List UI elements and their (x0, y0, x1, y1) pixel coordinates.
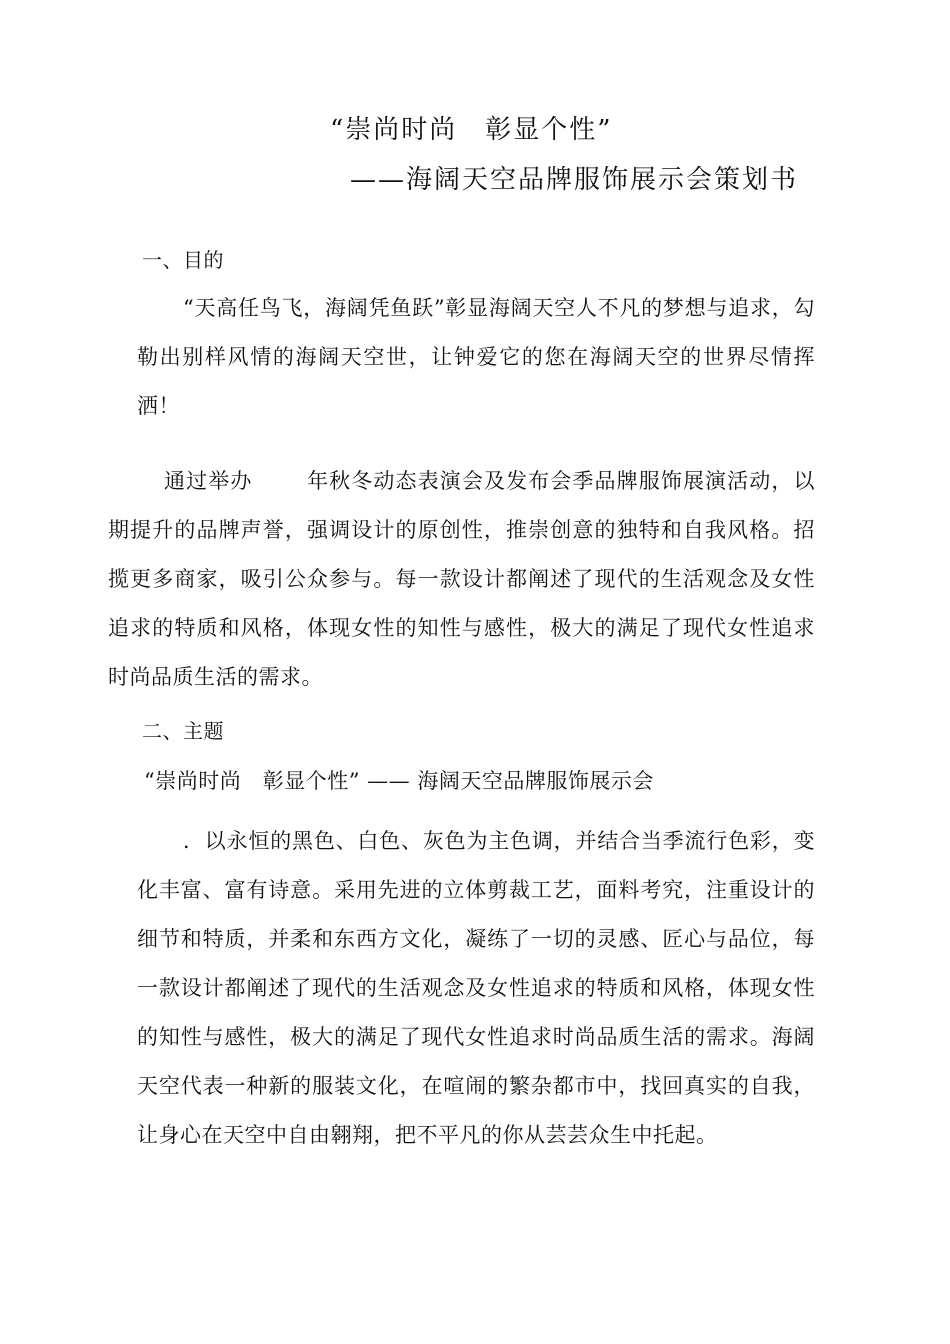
theme-line: “崇尚时尚 彰显个性” —— 海阔天空品牌服饰展示会 (144, 769, 654, 793)
activity-paragraph-rest: 年秋冬动态表演会及发布会季品牌服饰展演活动，以期提升的品牌声誉，强调设计的原创性，推崇创意的独特和自我风格。招揽更多商家，吸引公众参与。每一款设计都阐述了现代的生活观念及女性追求的特质和风格，体现女性的知性与感性，极大的满足了现代女性追求时尚品质生活的需求。 (108, 469, 816, 689)
document-subtitle: ——海阔天空品牌服饰展示会策划书 (350, 165, 799, 195)
section-heading-purpose: 一、目的 (142, 248, 224, 272)
theme-paragraph: ．以永恒的黑色、白色、灰色为主色调，并结合当季流行色彩，变化丰富、富有诗意。采用先进的立体剪裁工艺，面料考究，注重设计的细节和特质，并柔和东西方文化，凝练了一切的灵感、匠心与品位，每一款设计都阐述了现代的生活观念及女性追求的特质和风格，体现女性的知性与感性，极大的满足了现代女性追求时尚品质生活的需求。海阔天空代表一种新的服装文化，在喧闹的繁杂都市中，找回真实的自我，让身心在天空中自由翱翔，把不平凡的你从芸芸众生中托起。 (137, 829, 815, 1147)
section-heading-theme: 二、主题 (142, 719, 224, 743)
document-title: “崇尚时尚 彰显个性” (330, 115, 613, 145)
activity-paragraph-start: 通过举办 (164, 469, 253, 493)
purpose-paragraph: “天高任鸟飞，海阔凭鱼跃”彰显海阔天空人不凡的梦想与追求，勾勒出别样风情的海阔天空世，让钟爱它的您在海阔天空的世界尽情挥洒！ (137, 296, 815, 418)
activity-paragraph (108, 457, 815, 702)
